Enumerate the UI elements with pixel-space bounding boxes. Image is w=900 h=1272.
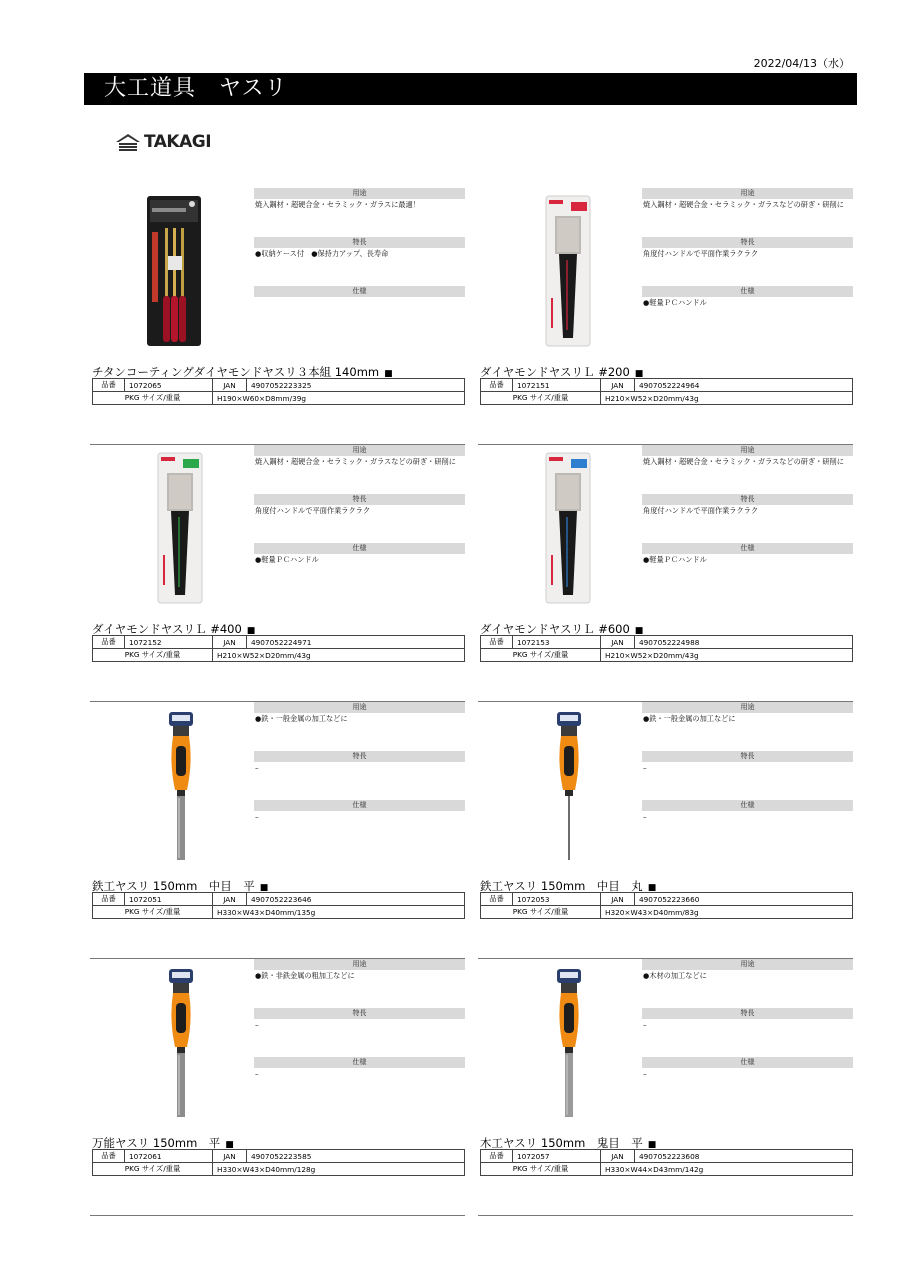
- product-image: [105, 959, 255, 1129]
- feature-text: ●収納ケース付 ●保持力アップ、長寿命: [255, 249, 389, 258]
- pkg-label: PKG サイズ/重量: [93, 906, 213, 919]
- product-name-text: 鉄工ヤスリ 150mm 中目 丸: [480, 879, 643, 893]
- jan-value: 4907052224988: [635, 636, 853, 649]
- diamond-file-pack-picture: [493, 188, 643, 358]
- spec-table: [480, 378, 853, 405]
- divider: [478, 1215, 853, 1216]
- jan-label: JAN: [213, 379, 247, 392]
- pkg-value: H210×W52×D20mm/43g: [601, 392, 853, 405]
- product-card: [90, 959, 465, 1216]
- product-info: [254, 188, 465, 358]
- code-label: 品番: [93, 1150, 125, 1163]
- pkg-label: PKG サイズ/重量: [481, 906, 601, 919]
- marker-square: ■: [634, 369, 644, 379]
- product-card: [478, 188, 853, 445]
- use-text: ●鉄・一般金属の加工などに: [255, 714, 348, 723]
- spec-text: ●軽量ＰＣハンドル: [643, 298, 707, 307]
- spec-text: –: [643, 1069, 647, 1078]
- flat-file-picture: [105, 702, 255, 872]
- marker-square: ■: [647, 1140, 657, 1150]
- spec-text: –: [255, 1069, 259, 1078]
- takagi-logo-icon: [115, 133, 141, 151]
- pkg-value: H210×W52×D20mm/43g: [213, 649, 465, 662]
- code-label: 品番: [481, 379, 513, 392]
- jan-value: 4907052223660: [635, 893, 853, 906]
- spec-heading: 仕様: [642, 1057, 853, 1068]
- use-text: 焼入鋼材・超硬合金・セラミック・ガラスに最適！: [255, 200, 420, 209]
- use-text: ●鉄・非鉄金属の粗加工などに: [255, 971, 355, 980]
- product-card: [478, 445, 853, 702]
- product-name-text: チタンコーティングダイヤモンドヤスリ３本組 140mm: [92, 365, 380, 379]
- code-value: 1072151: [513, 379, 601, 392]
- jan-label: JAN: [213, 636, 247, 649]
- code-label: 品番: [481, 893, 513, 906]
- marker-square: ■: [259, 883, 269, 893]
- product-name-text: ダイヤモンドヤスリＬ #400: [92, 622, 242, 636]
- rasp-file-picture: [493, 959, 643, 1129]
- use-text: ●鉄・一般金属の加工などに: [643, 714, 736, 723]
- pkg-label: PKG サイズ/重量: [481, 649, 601, 662]
- use-heading: 用途: [254, 188, 465, 199]
- jan-value: 4907052224964: [635, 379, 853, 392]
- product-name-text: ダイヤモンドヤスリＬ #600: [480, 622, 630, 636]
- code-label: 品番: [481, 636, 513, 649]
- jan-label: JAN: [213, 1150, 247, 1163]
- three-diamond-files-pack-picture: [105, 188, 255, 358]
- product-info: [254, 445, 465, 615]
- product-name-text: 万能ヤスリ 150mm 平: [92, 1136, 221, 1150]
- feature-heading: 特長: [254, 494, 465, 505]
- product-info: [254, 959, 465, 1129]
- product-card: [90, 702, 465, 959]
- use-heading: 用途: [642, 702, 853, 713]
- marker-square: ■: [634, 626, 644, 636]
- pkg-label: PKG サイズ/重量: [93, 1163, 213, 1176]
- spec-heading: 仕様: [642, 800, 853, 811]
- feature-heading: 特長: [642, 237, 853, 248]
- marker-square: ■: [225, 1140, 234, 1150]
- product-info: [642, 959, 853, 1129]
- spec-heading: 仕様: [254, 543, 465, 554]
- code-label: 品番: [93, 893, 125, 906]
- jan-value: 4907052223646: [247, 893, 465, 906]
- spec-table: [480, 892, 853, 919]
- product-image: [105, 188, 255, 358]
- jan-label: JAN: [601, 1150, 635, 1163]
- code-value: 1072057: [513, 1150, 601, 1163]
- jan-label: JAN: [601, 893, 635, 906]
- spec-table: [92, 892, 465, 919]
- code-value: 1072152: [125, 636, 213, 649]
- pkg-label: PKG サイズ/重量: [93, 649, 213, 662]
- spec-table: [92, 378, 465, 405]
- feature-heading: 特長: [254, 751, 465, 762]
- product-image: [493, 188, 643, 358]
- feature-text: –: [255, 763, 259, 772]
- product-name-text: 木工ヤスリ 150mm 鬼目 平: [480, 1136, 643, 1150]
- use-heading: 用途: [642, 959, 853, 970]
- spec-table: [480, 1149, 853, 1176]
- product-card: [478, 702, 853, 959]
- spec-heading: 仕様: [254, 800, 465, 811]
- use-text: ●木材の加工などに: [643, 971, 707, 980]
- code-value: 1072153: [513, 636, 601, 649]
- print-date: 2022/04/13（水）: [753, 57, 850, 70]
- feature-text: –: [255, 1020, 259, 1029]
- use-text: 焼入鋼材・超硬合金・セラミック・ガラスなどの研ぎ・研削に: [643, 200, 844, 209]
- product-image: [493, 702, 643, 872]
- feature-heading: 特長: [642, 751, 853, 762]
- spec-heading: 仕様: [642, 286, 853, 297]
- pkg-value: H330×W44×D43mm/142g: [601, 1163, 853, 1176]
- spec-heading: 仕様: [642, 543, 853, 554]
- pkg-label: PKG サイズ/重量: [481, 1163, 601, 1176]
- feature-text: 角度付ハンドルで平面作業ラクラク: [255, 506, 371, 515]
- product-name-text: ダイヤモンドヤスリＬ #200: [480, 365, 630, 379]
- feature-text: 角度付ハンドルで平面作業ラクラク: [643, 249, 759, 258]
- feature-heading: 特長: [254, 237, 465, 248]
- spec-table: [92, 1149, 465, 1176]
- product-image: [493, 959, 643, 1129]
- feature-heading: 特長: [642, 1008, 853, 1019]
- spec-text: –: [255, 812, 259, 821]
- page-title: 大工道具 ヤスリ: [84, 73, 857, 105]
- spec-text: ●軽量ＰＣハンドル: [643, 555, 707, 564]
- pkg-label: PKG サイズ/重量: [93, 392, 213, 405]
- feature-heading: 特長: [642, 494, 853, 505]
- code-label: 品番: [481, 1150, 513, 1163]
- product-card: [90, 445, 465, 702]
- code-value: 1072065: [125, 379, 213, 392]
- use-heading: 用途: [254, 445, 465, 456]
- marker-square: ■: [384, 369, 393, 379]
- code-label: 品番: [93, 636, 125, 649]
- use-heading: 用途: [642, 445, 853, 456]
- jan-value: 4907052223608: [635, 1150, 853, 1163]
- product-card: [478, 959, 853, 1216]
- marker-square: ■: [647, 883, 657, 893]
- product-info: [642, 445, 853, 615]
- spec-text: ●軽量ＰＣハンドル: [255, 555, 319, 564]
- jan-value: 4907052223585: [247, 1150, 465, 1163]
- brand-logo: [115, 131, 211, 153]
- jan-label: JAN: [213, 893, 247, 906]
- spec-heading: 仕様: [254, 1057, 465, 1068]
- pkg-value: H210×W52×D20mm/43g: [601, 649, 853, 662]
- pkg-value: H190×W60×D8mm/39g: [213, 392, 465, 405]
- spec-text: –: [643, 812, 647, 821]
- use-text: 焼入鋼材・超硬合金・セラミック・ガラスなどの研ぎ・研削に: [255, 457, 456, 466]
- flat-file-picture: [105, 959, 255, 1129]
- use-heading: 用途: [642, 188, 853, 199]
- feature-text: –: [643, 763, 647, 772]
- use-heading: 用途: [254, 959, 465, 970]
- jan-value: 4907052223325: [247, 379, 465, 392]
- product-info: [642, 188, 853, 358]
- product-info: [642, 702, 853, 872]
- product-image: [493, 445, 643, 615]
- use-text: 焼入鋼材・超硬合金・セラミック・ガラスなどの研ぎ・研削に: [643, 457, 844, 466]
- code-value: 1072051: [125, 893, 213, 906]
- pkg-value: H330×W43×D40mm/135g: [213, 906, 465, 919]
- diamond-file-pack-picture: [493, 445, 643, 615]
- jan-value: 4907052224971: [247, 636, 465, 649]
- feature-heading: 特長: [254, 1008, 465, 1019]
- round-file-picture: [493, 702, 643, 872]
- spec-table: [480, 635, 853, 662]
- jan-label: JAN: [601, 379, 635, 392]
- product-card: [90, 188, 465, 445]
- spec-heading: 仕様: [254, 286, 465, 297]
- code-label: 品番: [93, 379, 125, 392]
- product-image: [105, 702, 255, 872]
- pkg-value: H330×W43×D40mm/128g: [213, 1163, 465, 1176]
- product-image: [105, 445, 255, 615]
- use-heading: 用途: [254, 702, 465, 713]
- spec-text: [254, 297, 465, 335]
- diamond-file-pack-picture: [105, 445, 255, 615]
- feature-text: 角度付ハンドルで平面作業ラクラク: [643, 506, 759, 515]
- feature-text: –: [643, 1020, 647, 1029]
- jan-label: JAN: [601, 636, 635, 649]
- pkg-value: H320×W43×D40mm/83g: [601, 906, 853, 919]
- product-name-text: 鉄工ヤスリ 150mm 中目 平: [92, 879, 255, 893]
- spec-table: [92, 635, 465, 662]
- brand-name: TAKAGI: [144, 132, 212, 152]
- marker-square: ■: [246, 626, 256, 636]
- divider: [90, 1215, 465, 1216]
- code-value: 1072053: [513, 893, 601, 906]
- pkg-label: PKG サイズ/重量: [481, 392, 601, 405]
- code-value: 1072061: [125, 1150, 213, 1163]
- product-info: [254, 702, 465, 872]
